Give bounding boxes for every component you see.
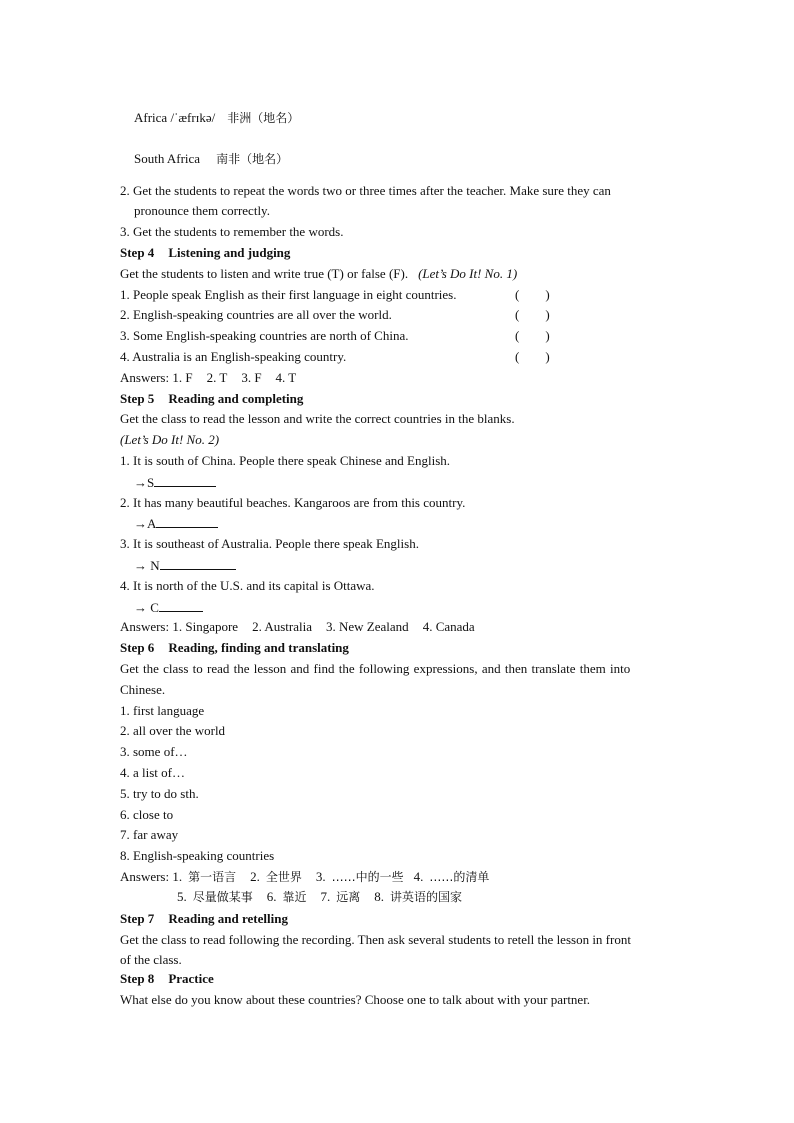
step4-item-1: 1. People speak English as their first language in eight countries. [120,287,457,302]
step-label: Step 8 [120,971,155,986]
step5-item-1: 1. It is south of China. People there speak Chinese and English. [120,453,451,468]
step4-instruction [120,266,517,282]
answer-num: 6. [266,889,277,904]
step5-instruction: Get the class to read the lesson and write the correct countries in the blanks. [120,411,515,426]
fill-blank [156,515,218,528]
step6-item-5: 5. try to do sth. [120,786,199,801]
answer-num: 7. [320,889,331,904]
step6-item-6: 6. close to [120,807,174,822]
answer-paren: ( ) [515,307,550,322]
answer-num: 8. [374,889,385,904]
step-label: Step 7 [120,911,155,926]
answer-zh: ……中的一些 [331,870,404,884]
step6-answers-line1 [120,869,489,885]
answer-zh: 讲英语的国家 [390,890,463,904]
answer-num: 4. [413,869,424,884]
answer-1: Answers: 1. Singapore [120,619,239,634]
step-title: Reading and retelling [168,911,288,926]
step4-item-4: 4. Australia is an English-speaking country. [120,349,347,364]
step6-item-1: 1. first language [120,703,205,718]
step5-heading [120,391,303,407]
answer-4: 4. T [275,370,297,385]
step3-item-2-cont: pronounce them correctly. [134,203,270,218]
instruction-text: Get the students to listen and write true (T) or false (F). [120,266,409,281]
step5-answers [120,619,475,635]
step8-instruction: What else do you know about these countries? Choose one to talk about with your partner. [120,992,591,1007]
step-label: Step 4 [120,245,155,260]
step7-instruction-cont: of the class. [120,952,182,967]
vocab-meaning: 南非（地名） [216,152,289,166]
answer-num: Answers: 1. [120,869,183,884]
step5-blank-3 [134,557,236,574]
fill-blank [160,557,236,570]
answer-zh: 第一语言 [188,870,237,884]
arrow-letter: →A [134,516,157,531]
step5-item-2: 2. It has many beautiful beaches. Kangaroos are from this country. [120,495,466,510]
step3-item-2: 2. Get the students to repeat the words two or three times after the teacher. Make sure they can [120,183,611,198]
answer-num: 5. [177,889,187,904]
step8-heading [120,971,214,987]
fill-blank [154,474,216,487]
step7-heading [120,911,288,927]
step5-blank-1 [134,474,216,491]
step-title: Listening and judging [168,245,291,260]
step5-blank-2 [134,515,218,532]
arrow-letter: →S [134,475,155,490]
step-label: Step 5 [120,391,155,406]
step5-blank-4 [134,599,203,616]
answer-paren: ( ) [515,328,550,343]
answer-zh: 全世界 [265,870,302,884]
step6-item-8: 8. English-speaking countries [120,848,275,863]
lets-do-it-ref: (Let’s Do It! No. 2) [120,432,220,447]
lets-do-it-ref: (Let’s Do It! No. 1) [418,266,518,281]
answer-1: Answers: 1. F [120,370,193,385]
step6-item-3: 3. some of… [120,744,188,759]
step6-instruction-cont: Chinese. [120,682,166,697]
step-title: Practice [168,971,214,986]
fill-blank [159,599,203,612]
step4-answers [120,370,296,386]
step5-item-4: 4. It is north of the U.S. and its capital is Ottawa. [120,578,375,593]
step-title: Reading, finding and translating [168,640,349,655]
step3-item-3: 3. Get the students to remember the words. [120,224,344,239]
answer-num: 2. [250,869,260,884]
answer-zh: 尽量做某事 [192,890,253,904]
step-label: Step 6 [120,640,155,655]
answer-paren: ( ) [515,287,550,302]
answer-2: 2. Australia [252,619,313,634]
vocab-word: South Africa [134,151,201,166]
step4-item-3: 3. Some English-speaking countries are north of China. [120,328,409,343]
step7-instruction: Get the class to read following the recording. Then ask several students to retell the lesson in front [120,932,631,947]
step6-item-7: 7. far away [120,827,179,842]
step4-heading [120,245,290,261]
vocab-word: Africa /ˈæfrɪkə/ [134,110,216,125]
answer-zh: 靠近 [282,890,307,904]
step6-item-2: 2. all over the world [120,723,226,738]
step4-item-2: 2. English-speaking countries are all over the world. [120,307,392,322]
answer-4: 4. Canada [422,619,475,634]
answer-num: 3. [315,869,326,884]
vocab-meaning: 非洲（地名） [227,111,300,125]
answer-2: 2. T [206,370,228,385]
step6-item-4: 4. a list of… [120,765,185,780]
answer-3: 3. F [241,370,262,385]
answer-paren: ( ) [515,349,550,364]
arrow-letter: → C [134,600,159,615]
answer-zh: 远离 [336,890,361,904]
arrow-letter: → N [134,558,160,573]
answer-zh: ……的清单 [429,870,490,884]
step-title: Reading and completing [168,391,304,406]
step6-instruction: Get the class to read the lesson and find the following expressions, and then translate them into [120,661,631,676]
step6-heading [120,640,349,656]
step5-item-3: 3. It is southeast of Australia. People there speak English. [120,536,419,551]
vocab-africa [134,110,299,126]
step6-answers-line2 [177,889,462,905]
vocab-south-africa [134,151,288,167]
answer-3: 3. New Zealand [326,619,409,634]
